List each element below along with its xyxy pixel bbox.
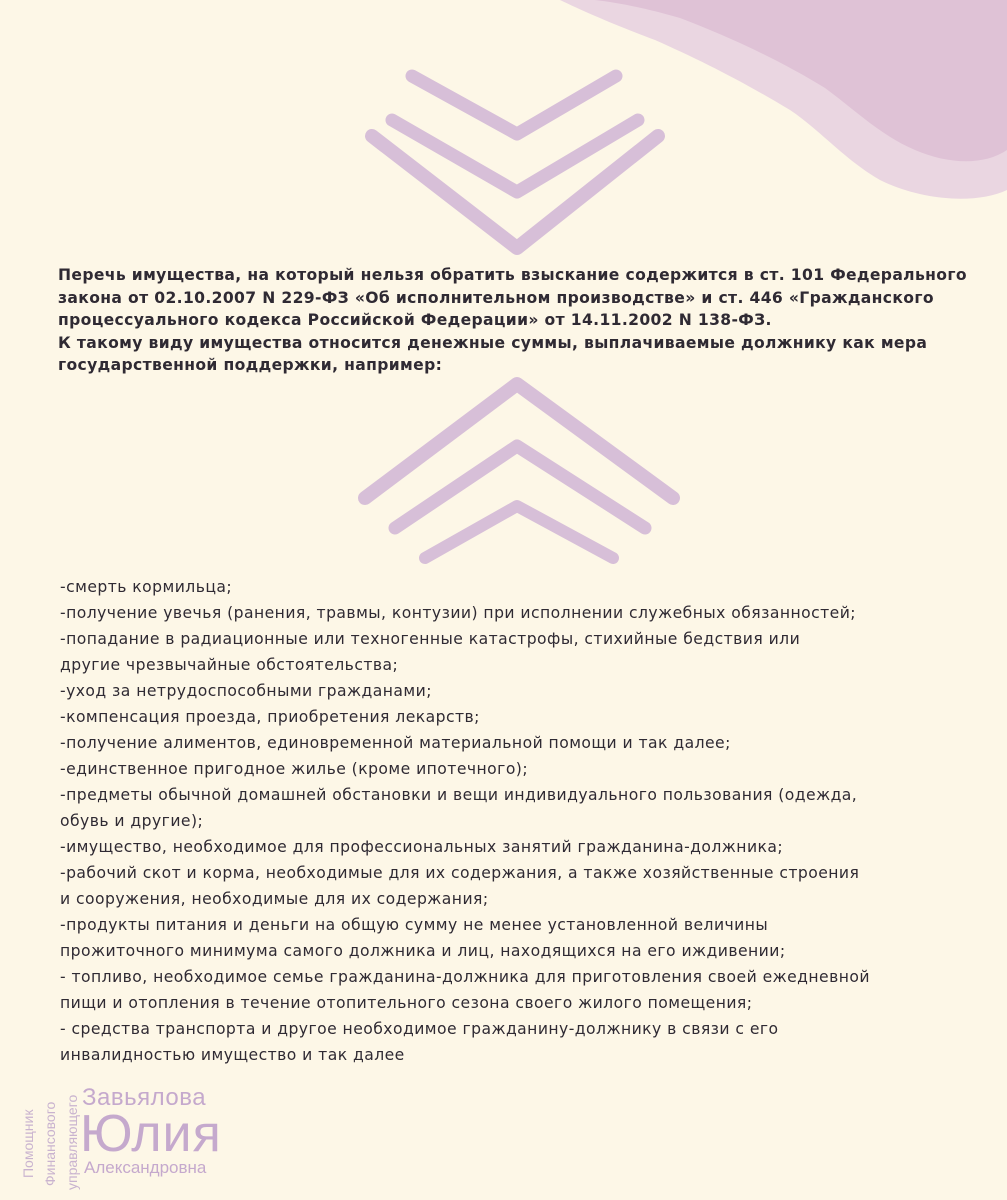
list-item: пищи и отопления в течение отопительного сезона своего жилого помещения; xyxy=(60,994,753,1012)
list-item: -рабочий скот и корма, необходимые для их содержания, а также хозяйственные строения xyxy=(60,864,860,882)
list-item: инвалидностью имущество и так далее xyxy=(60,1046,405,1064)
list-item: -единственное пригодное жилье (кроме ипотечного); xyxy=(60,760,529,778)
signature-role-line: управляющего xyxy=(64,1094,80,1190)
signature-patronymic: Александровна xyxy=(84,1158,207,1177)
chevron-up-decoration xyxy=(355,372,685,572)
list-item: -предметы обычной домашней обстановки и вещи индивидуального пользования (одежда, xyxy=(60,786,858,804)
list-item: -имущество, необходимое для профессиональных занятий гражданина-должника; xyxy=(60,838,784,856)
intro-line: закона от 02.10.2007 N 229-ФЗ «Об исполнительном производстве» и ст. 446 «Гражданского xyxy=(58,288,934,307)
chevron-down-decoration xyxy=(360,64,670,264)
signature-name: Юлия xyxy=(80,1105,222,1163)
property-list xyxy=(60,574,980,1068)
list-item: -продукты питания и деньги на общую сумму не менее установленной величины xyxy=(60,916,769,934)
list-item: - средства транспорта и другое необходимое гражданину-должнику в связи с его xyxy=(60,1020,779,1038)
intro-line: К такому виду имущества относится денежные суммы, выплачиваемые должнику как мера xyxy=(58,333,928,352)
list-item: -компенсация проезда, приобретения лекарств; xyxy=(60,708,480,726)
list-item: -получение алиментов, единовременной материальной помощи и так далее; xyxy=(60,734,731,752)
list-item: -уход за нетрудоспособными гражданами; xyxy=(60,682,432,700)
signature-role-line: Финансового xyxy=(42,1101,58,1186)
signature-surname: Завьялова xyxy=(82,1084,207,1111)
signature-role-line: Помощник xyxy=(20,1109,36,1178)
list-item: - топливо, необходимое семье гражданина-должника для приготовления своей ежедневной xyxy=(60,968,870,986)
intro-text xyxy=(58,264,988,377)
list-item: другие чрезвычайные обстоятельства; xyxy=(60,656,399,674)
list-item: и сооружения, необходимые для их содержания; xyxy=(60,890,489,908)
list-item: -попадание в радиационные или техногенные катастрофы, стихийные бедствия или xyxy=(60,630,801,648)
list-item: -смерть кормильца; xyxy=(60,578,233,596)
list-item: -получение увечья (ранения, травмы, контузии) при исполнении служебных обязанностей; xyxy=(60,604,857,622)
list-item: обувь и другие); xyxy=(60,812,204,830)
author-signature xyxy=(12,1082,242,1192)
list-item: прожиточного минимума самого должника и лиц, находящихся на его иждивении; xyxy=(60,942,786,960)
intro-line: государственной поддержки, например: xyxy=(58,356,443,374)
intro-line: Перечь имущества, на который нельзя обратить взыскание содержится в ст. 101 Федерального xyxy=(58,266,967,284)
intro-line: процессуального кодекса Российской Федерации» от 14.11.2002 N 138-ФЗ. xyxy=(58,311,772,329)
